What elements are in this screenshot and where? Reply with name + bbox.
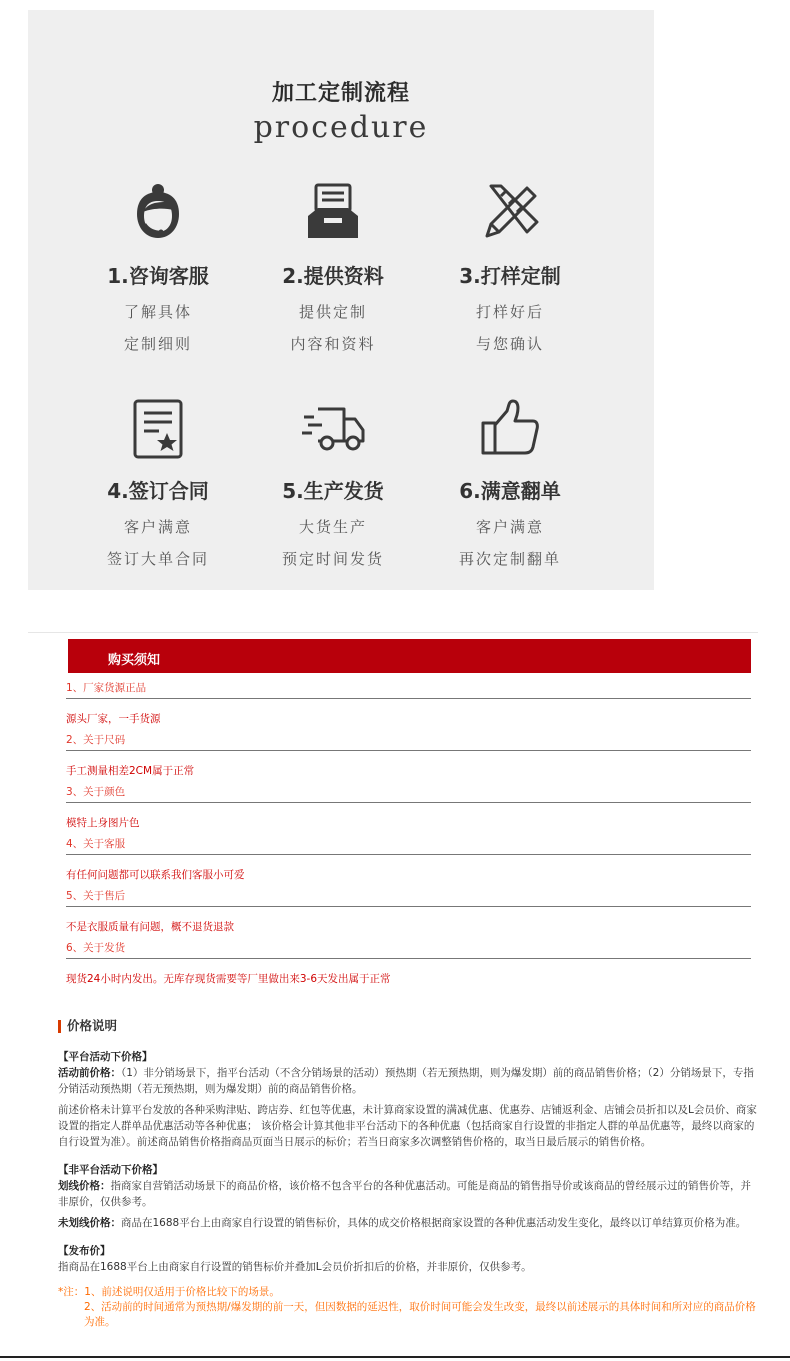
notice-item-content: 源头厂家，一手货源	[66, 713, 161, 725]
step-desc: 客户满意	[475, 518, 544, 536]
notice-list	[66, 679, 751, 991]
step-desc: 与您确认	[475, 335, 544, 353]
before-price-note: 前述价格未计算平台发放的各种采购津贴、跨店券、红包等优惠，未计算商家设置的满减优惠、优惠券、店铺返利金、店铺会员折扣以及L会员价、商家设置的指定人群单品优惠活动等各种优惠； 该价格会计算其他非平台活动下的各种优惠（包括商家自行设置的非指定人群的单品优惠等，最终以商家的自行设置为准）。前述商品销售价格指商品页面当日展示的标价；若当日商家多次调整销售价格的，取当日最后展示的销售价格。	[58, 1104, 757, 1148]
heading-accent-bar	[58, 1020, 61, 1033]
step-4	[58, 395, 258, 568]
unstrike-price-paragraph	[58, 1215, 758, 1231]
step-desc: 提供定制	[298, 303, 367, 321]
step-desc: 再次定制翻单	[458, 550, 561, 568]
publish-price-title: 【发布价】	[58, 1245, 111, 1257]
contract-star-icon	[125, 395, 191, 461]
notice-item-title: 1、厂家货源正品	[66, 682, 147, 694]
step-label: 6.满意翻单	[459, 479, 561, 503]
notice-item-content: 现货24小时内发出。无库存现货需要等厂里做出来3-6天发出属于正常	[66, 973, 391, 985]
strike-price-paragraph	[58, 1178, 758, 1210]
before-price-label: 活动前价格：	[58, 1067, 121, 1079]
divider	[66, 802, 751, 803]
notice-item-title: 4、关于客服	[66, 838, 126, 850]
price-heading	[58, 1015, 758, 1037]
non-platform-price-title: 【非平台活动下价格】	[58, 1164, 163, 1176]
process-subtitle: procedure	[253, 110, 429, 145]
process-title: 加工定制流程	[271, 81, 410, 106]
step-desc: 了解具体	[123, 303, 192, 321]
before-price-text: （1）非分销场景下，指平台活动（不含分销场景的活动）预热期（若无预热期，则为爆发期）前的商品销售价格；（2）分销场景下，专指分销活动预热期（若无预热期，则为爆发期）前的商品销售价格。	[58, 1067, 754, 1095]
step-label: 2.提供资料	[282, 264, 384, 288]
step-label: 5.生产发货	[282, 479, 384, 503]
step-2	[233, 180, 433, 353]
divider	[66, 750, 751, 751]
unstrike-price-text: 商品在1688平台上由商家自行设置的销售标价，具体的成交价格根据商家设置的各种优惠活动发生变化，最终以订单结算页价格为准。	[121, 1217, 747, 1229]
pencil-ruler-icon	[477, 180, 543, 246]
notice-item-title: 2、关于尺码	[66, 734, 126, 746]
step-desc: 预定时间发货	[281, 550, 384, 568]
step-desc: 内容和资料	[290, 335, 376, 353]
delivery-truck-icon	[288, 395, 378, 461]
step-label: 3.打样定制	[459, 264, 561, 288]
notice-item-content: 模特上身图片色	[66, 817, 140, 829]
purchase-notice	[28, 632, 758, 998]
bottom-divider	[0, 1356, 790, 1358]
publish-price-text: 指商品在1688平台上由商家自行设置的销售标价并叠加L会员价折扣后的价格，并非原价，仅供参考。	[58, 1261, 532, 1273]
step-6	[410, 395, 610, 568]
divider	[66, 854, 751, 855]
strike-price-label: 划线价格：	[58, 1180, 111, 1192]
notice-header: 购买须知	[68, 639, 751, 673]
price-note-2: 2、活动前的时间通常为预热期/爆发期的前一天，但因数据的延迟性，取价时间可能会发生改变，最终以前述展示的具体时间和所对应的商品价格为准。	[84, 1301, 756, 1328]
price-note-1: *注：1、前述说明仅适用于价格比较下的场景。	[58, 1286, 280, 1298]
divider	[66, 698, 751, 699]
file-tray-icon	[300, 180, 366, 246]
notice-item-title: 6、关于发货	[66, 942, 126, 954]
process-panel	[28, 10, 654, 590]
step-desc: 打样好后	[475, 303, 544, 321]
step-label: 4.签订合同	[107, 479, 209, 503]
step-5	[233, 395, 433, 568]
step-desc: 定制细则	[123, 335, 192, 353]
price-heading-text: 价格说明	[67, 1018, 118, 1033]
notice-item-title: 5、关于售后	[66, 890, 126, 902]
divider	[66, 958, 751, 959]
notice-item-content: 不是衣服质量有问题，概不退货退款	[66, 921, 234, 933]
notice-item-content: 有任何问题都可以联系我们客服小可爱	[66, 869, 245, 881]
price-explanation	[58, 1015, 758, 1330]
thumbs-up-icon	[477, 395, 543, 461]
before-price-paragraph	[58, 1065, 758, 1097]
notice-item-title: 3、关于颜色	[66, 786, 126, 798]
step-desc: 签订大单合同	[106, 550, 209, 568]
notice-item-content: 手工测量相差2CM属于正常	[66, 765, 195, 777]
unstrike-price-label: 未划线价格：	[58, 1217, 121, 1229]
headset-person-icon	[125, 180, 191, 246]
step-desc: 客户满意	[123, 518, 192, 536]
step-3	[410, 180, 610, 353]
strike-price-text: 指商家自营销活动场景下的商品价格，该价格不包含平台的各种优惠活动。可能是商品的销售指导价或该商品的曾经展示过的销售价等，并非原价，仅供参考。	[58, 1180, 751, 1208]
step-1	[58, 180, 258, 353]
step-label: 1.咨询客服	[107, 264, 209, 288]
platform-price-title: 【平台活动下价格】	[58, 1051, 153, 1063]
step-desc: 大货生产	[298, 518, 367, 536]
divider	[66, 906, 751, 907]
